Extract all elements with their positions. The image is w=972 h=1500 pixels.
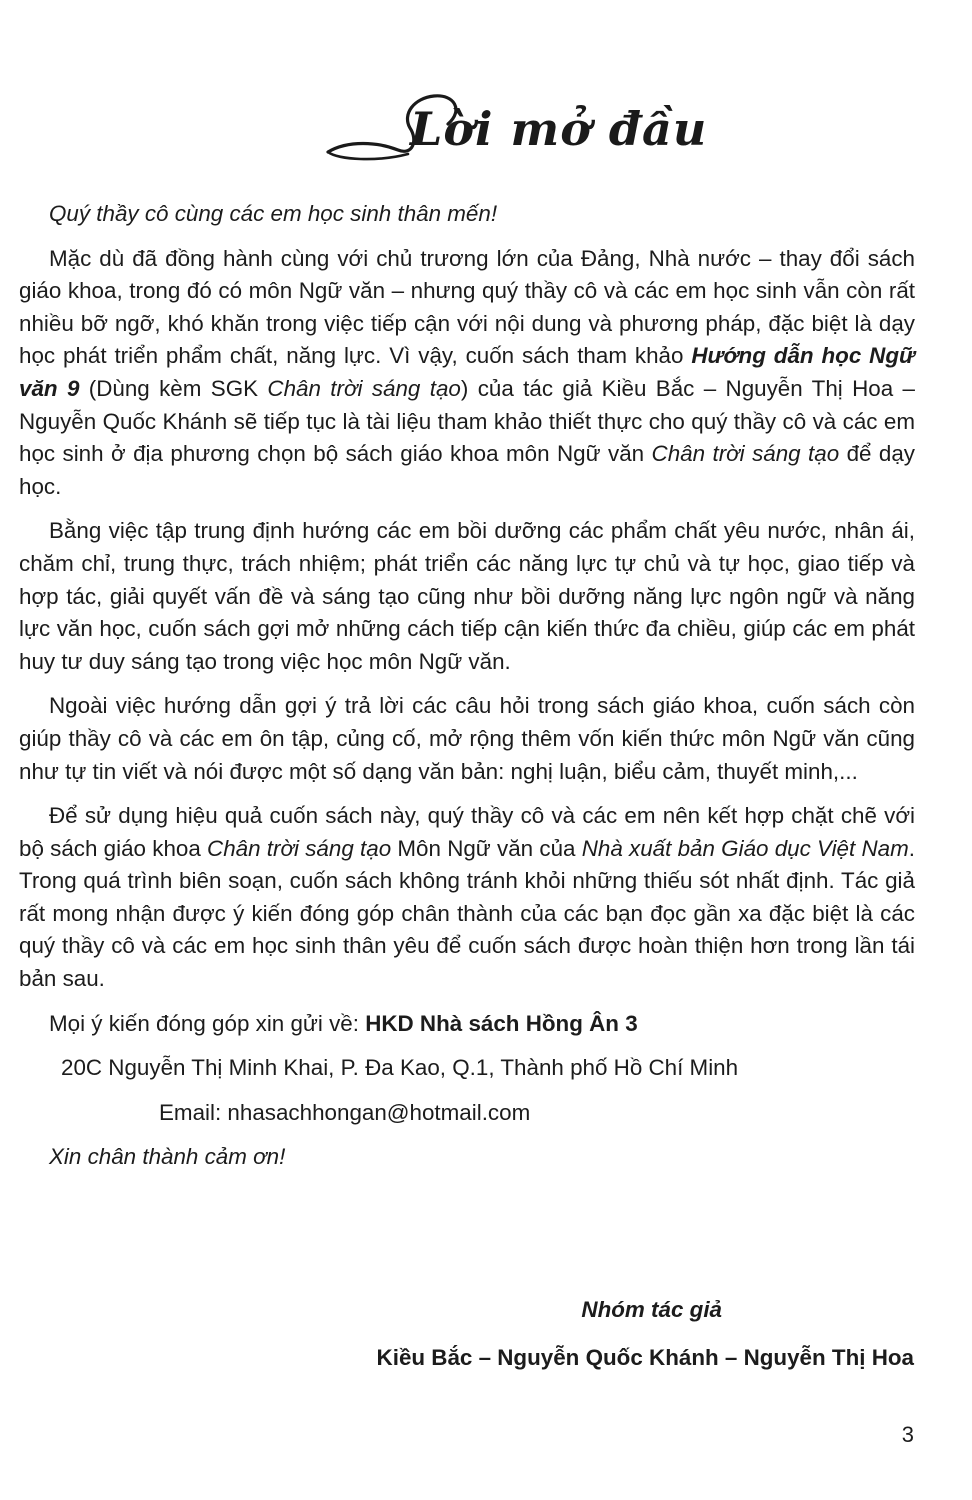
contact-address: 20C Nguyễn Thị Minh Khai, P. Đa Kao, Q.1, Thành phố Hồ Chí Minh [61,1055,739,1081]
paragraph-1 [19,243,915,504]
preface-body [19,198,915,1174]
paragraph-3: Ngoài việc hướng dẫn gợi ý trả lời các câu hỏi trong sách giáo khoa, cuốn sách còn giúp thầy cô và các em ôn tập, củng cố, mở rộng thêm vốn kiến thức môn Ngữ văn cũng như tự tin viết và nói được một số dạng văn bản: nghị luận, biểu cảm, thuyết minh,... [19,693,915,784]
series-name: Chân trời sáng tạo [651,441,840,467]
paragraph-1-part-4: để dạy học. [19,441,916,499]
paragraph-4-part-2: Môn Ngữ văn của [391,835,582,861]
signature-names: Kiều Bắc – Nguyễn Quốc Khánh – Nguyễn Thị Hoa [376,1345,914,1370]
paragraph-2: Bằng việc tập trung định hướng các em bồi dưỡng các phẩm chất yêu nước, nhân ái, chăm chỉ, trung thực, trách nhiệm; phát triển các năng lực tự chủ và tự học, giao tiếp và hợp tác, giải quyết vấn đề và sáng tạo cũng như bồi dưỡng năng lực ngôn ngữ và năng lực văn học, cuốn sách gợi mở những cách tiếp cận kiến thức đa chiều, giúp các em phát huy tư duy sáng tạo trong việc học môn Ngữ văn. [19,518,915,674]
paragraph-4-part-1: Để sử dụng hiệu quả cuốn sách này, quý thầy cô và các em nên kết hợp chặt chẽ với bộ sách giáo khoa [19,803,915,861]
series-name: Chân trời sáng tạo [267,375,461,401]
book-title: Hướng dẫn học Ngữ văn 9 [19,343,915,401]
contact-name: HKD Nhà sách Hồng Ân 3 [365,1010,638,1036]
title-text: Lời mở đầu [410,102,708,156]
paragraph-4 [19,800,915,996]
contact-line [19,1008,915,1041]
thanks-line: Xin chân thành cảm ơn! [49,1144,286,1170]
preface-title [318,80,708,180]
series-name: Chân trời sáng tạo [207,835,392,861]
publisher-name: Nhà xuất bản Giáo dục Việt Nam [581,835,909,861]
paragraph-4-part-3: . Trong quá trình biên soạn, cuốn sách không tránh khỏi những thiếu sót nhất định. Tác giả rất mong nhận được ý kiến đóng góp chân thành của các bạn đọc gần xa đặc biệt là các quý thầy cô và các em học sinh thân yêu để cuốn sách được hoàn thiện hơn trong lần tái bản sau. [19,835,915,992]
paragraph-1-part-1: Mặc dù đã đồng hành cùng với chủ trương lớn của Đảng, Nhà nước – thay đổi sách giáo khoa, trong đó có môn Ngữ văn – nhưng quý thầy cô và các em học sinh vẫn còn rất nhiều bỡ ngỡ, khó khăn trong việc tiếp cận với nội dung và phương pháp, đặc biệt là dạy học phát triển phẩm chất, năng lực. Vì vậy, cuốn sách tham khảo [19,245,915,369]
page-number: 3 [901,1422,914,1447]
paragraph-1-part-3: ) của tác giả Kiều Bắc – Nguyễn Thị Hoa – Nguyễn Quốc Khánh sẽ tiếp tục là tài liệu tham khảo thiết thực cho quý thầy cô và các em học sinh ở địa phương chọn bộ sách giáo khoa môn Ngữ văn [19,375,916,467]
contact-email: Email: nhasachhongan@hotmail.com [159,1099,531,1125]
paragraph-1-part-2: (Dùng kèm SGK [79,375,268,401]
signature-title: Nhóm tác giả [581,1297,722,1322]
contact-lead: Mọi ý kiến đóng góp xin gửi về: [49,1010,366,1036]
greeting: Quý thầy cô cùng các em học sinh thân mến! [49,201,498,226]
